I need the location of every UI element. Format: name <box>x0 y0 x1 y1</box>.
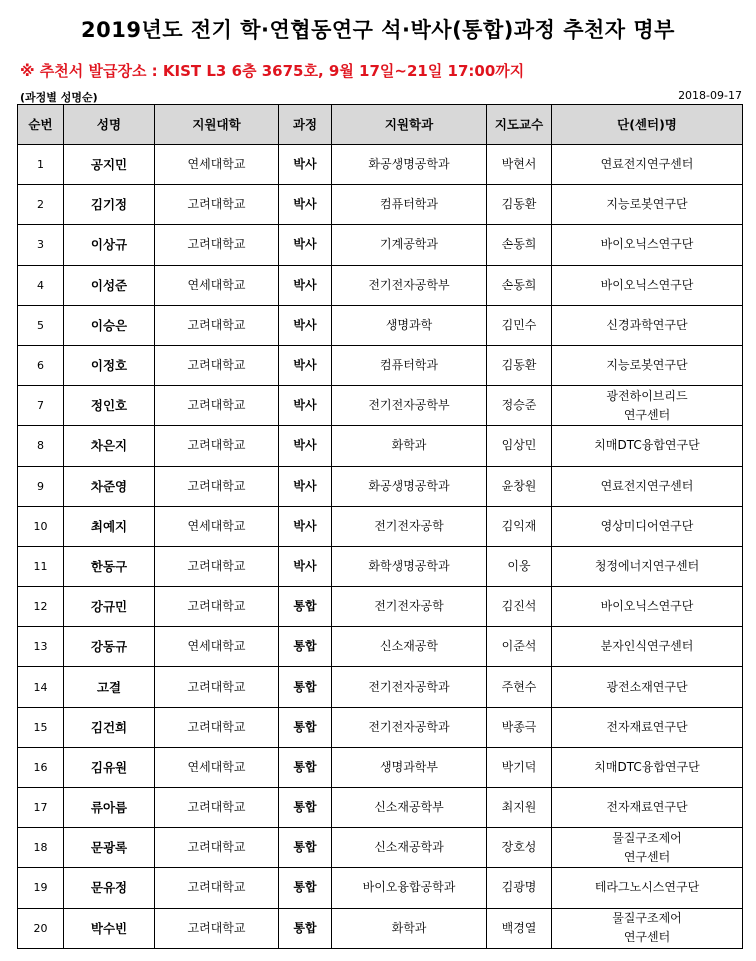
cell-name: 공지민 <box>64 145 155 185</box>
cell-center: 지능로봇연구단 <box>552 345 743 385</box>
cell-no: 4 <box>18 265 64 305</box>
table-row <box>18 667 743 707</box>
cell-course: 박사 <box>279 185 332 225</box>
cell-name: 강규민 <box>64 587 155 627</box>
cell-university: 고려대학교 <box>155 587 279 627</box>
cell-advisor: 백경열 <box>487 908 552 948</box>
table-row <box>18 546 743 586</box>
cell-no: 12 <box>18 587 64 627</box>
cell-center: 지능로봇연구단 <box>552 185 743 225</box>
subheader <box>20 89 742 105</box>
sort-note: (과정별 성명순) <box>20 91 98 104</box>
cell-no: 7 <box>18 386 64 426</box>
cell-university: 고려대학교 <box>155 225 279 265</box>
cell-name: 문광록 <box>64 828 155 868</box>
cell-no: 18 <box>18 828 64 868</box>
column-header-course: 과정 <box>279 105 332 145</box>
cell-name: 한동구 <box>64 546 155 586</box>
cell-center: 분자인식연구센터 <box>552 627 743 667</box>
cell-course: 통합 <box>279 868 332 908</box>
cell-no: 15 <box>18 707 64 747</box>
cell-no: 13 <box>18 627 64 667</box>
issuance-notice: ※ 추천서 발급장소 : KIST L3 6층 3675호, 9월 17일~21일 17:00까지 <box>20 62 525 80</box>
cell-course: 박사 <box>279 225 332 265</box>
cell-course: 통합 <box>279 667 332 707</box>
cell-advisor: 김진석 <box>487 587 552 627</box>
cell-advisor: 김민수 <box>487 305 552 345</box>
table-row <box>18 185 743 225</box>
cell-university: 고려대학교 <box>155 426 279 466</box>
cell-no: 5 <box>18 305 64 345</box>
cell-course: 통합 <box>279 627 332 667</box>
cell-center: 전자재료연구단 <box>552 707 743 747</box>
table-row <box>18 466 743 506</box>
cell-center: 치매DTC융합연구단 <box>552 747 743 787</box>
cell-center: 신경과학연구단 <box>552 305 743 345</box>
cell-name: 고결 <box>64 667 155 707</box>
cell-course: 박사 <box>279 265 332 305</box>
cell-department: 컴퓨터학과 <box>332 345 487 385</box>
cell-university: 연세대학교 <box>155 506 279 546</box>
table-row <box>18 386 743 426</box>
cell-university: 고려대학교 <box>155 386 279 426</box>
cell-no: 8 <box>18 426 64 466</box>
column-header-advisor: 지도교수 <box>487 105 552 145</box>
document-date: 2018-09-17 <box>678 89 742 102</box>
cell-name: 차은지 <box>64 426 155 466</box>
cell-course: 박사 <box>279 305 332 345</box>
cell-no: 6 <box>18 345 64 385</box>
cell-center: 물질구조제어 연구센터 <box>552 828 743 868</box>
cell-advisor: 윤창원 <box>487 466 552 506</box>
cell-name: 이상규 <box>64 225 155 265</box>
cell-advisor: 이웅 <box>487 546 552 586</box>
table-row <box>18 747 743 787</box>
cell-department: 화학과 <box>332 426 487 466</box>
cell-department: 바이오융합공학과 <box>332 868 487 908</box>
cell-university: 고려대학교 <box>155 345 279 385</box>
cell-center: 광전하이브리드 연구센터 <box>552 386 743 426</box>
page-title: 2019년도 전기 학·연협동연구 석·박사(통합)과정 추천자 명부 <box>81 18 675 42</box>
cell-no: 16 <box>18 747 64 787</box>
table-row <box>18 345 743 385</box>
cell-no: 9 <box>18 466 64 506</box>
cell-course: 박사 <box>279 426 332 466</box>
cell-department: 생명과학 <box>332 305 487 345</box>
cell-course: 통합 <box>279 788 332 828</box>
column-header-name: 성명 <box>64 105 155 145</box>
cell-course: 박사 <box>279 466 332 506</box>
cell-no: 10 <box>18 506 64 546</box>
cell-center: 바이오닉스연구단 <box>552 225 743 265</box>
cell-university: 연세대학교 <box>155 747 279 787</box>
cell-course: 박사 <box>279 386 332 426</box>
cell-center: 바이오닉스연구단 <box>552 265 743 305</box>
cell-advisor: 최지원 <box>487 788 552 828</box>
cell-center: 광전소재연구단 <box>552 667 743 707</box>
cell-course: 통합 <box>279 707 332 747</box>
cell-advisor: 박기덕 <box>487 747 552 787</box>
table-row <box>18 506 743 546</box>
cell-department: 신소재공학부 <box>332 788 487 828</box>
cell-course: 박사 <box>279 145 332 185</box>
cell-name: 김유원 <box>64 747 155 787</box>
cell-advisor: 김광명 <box>487 868 552 908</box>
cell-course: 통합 <box>279 908 332 948</box>
cell-name: 박수빈 <box>64 908 155 948</box>
table-row <box>18 828 743 868</box>
cell-course: 박사 <box>279 345 332 385</box>
column-header-center: 단(센터)명 <box>552 105 743 145</box>
table-header-row <box>18 105 743 145</box>
cell-department: 전기전자공학부 <box>332 265 487 305</box>
cell-course: 통합 <box>279 828 332 868</box>
table-row <box>18 145 743 185</box>
cell-advisor: 임상민 <box>487 426 552 466</box>
cell-center: 물질구조제어 연구센터 <box>552 908 743 948</box>
cell-department: 전기전자공학부 <box>332 386 487 426</box>
cell-no: 2 <box>18 185 64 225</box>
cell-name: 류아름 <box>64 788 155 828</box>
cell-advisor: 박종극 <box>487 707 552 747</box>
cell-center: 영상미디어연구단 <box>552 506 743 546</box>
cell-no: 1 <box>18 145 64 185</box>
column-header-university: 지원대학 <box>155 105 279 145</box>
table-row <box>18 305 743 345</box>
table-row <box>18 868 743 908</box>
cell-department: 화학생명공학과 <box>332 546 487 586</box>
cell-name: 김건희 <box>64 707 155 747</box>
cell-center: 청정에너지연구센터 <box>552 546 743 586</box>
table-row <box>18 426 743 466</box>
cell-name: 이정호 <box>64 345 155 385</box>
cell-name: 김기정 <box>64 185 155 225</box>
cell-center: 전자재료연구단 <box>552 788 743 828</box>
column-header-department: 지원학과 <box>332 105 487 145</box>
cell-course: 박사 <box>279 506 332 546</box>
cell-no: 14 <box>18 667 64 707</box>
cell-name: 이승은 <box>64 305 155 345</box>
cell-department: 전기전자공학 <box>332 587 487 627</box>
cell-university: 고려대학교 <box>155 466 279 506</box>
cell-department: 기계공학과 <box>332 225 487 265</box>
cell-center: 연료전지연구센터 <box>552 466 743 506</box>
cell-advisor: 김익재 <box>487 506 552 546</box>
cell-university: 연세대학교 <box>155 265 279 305</box>
cell-no: 19 <box>18 868 64 908</box>
cell-university: 연세대학교 <box>155 145 279 185</box>
cell-name: 정인호 <box>64 386 155 426</box>
cell-department: 생명과학부 <box>332 747 487 787</box>
cell-university: 고려대학교 <box>155 908 279 948</box>
cell-advisor: 이준석 <box>487 627 552 667</box>
cell-university: 고려대학교 <box>155 828 279 868</box>
cell-university: 연세대학교 <box>155 627 279 667</box>
cell-center: 테라그노시스연구단 <box>552 868 743 908</box>
table-row <box>18 627 743 667</box>
cell-department: 전기전자공학과 <box>332 707 487 747</box>
cell-no: 3 <box>18 225 64 265</box>
cell-center: 바이오닉스연구단 <box>552 587 743 627</box>
cell-department: 화공생명공학과 <box>332 145 487 185</box>
cell-university: 고려대학교 <box>155 305 279 345</box>
cell-course: 통합 <box>279 747 332 787</box>
cell-university: 고려대학교 <box>155 788 279 828</box>
cell-department: 신소재공학과 <box>332 828 487 868</box>
cell-university: 고려대학교 <box>155 185 279 225</box>
cell-university: 고려대학교 <box>155 667 279 707</box>
table-row <box>18 788 743 828</box>
column-header-no: 순번 <box>18 105 64 145</box>
cell-university: 고려대학교 <box>155 868 279 908</box>
table-row <box>18 265 743 305</box>
cell-department: 전기전자공학 <box>332 506 487 546</box>
table-row <box>18 587 743 627</box>
cell-university: 고려대학교 <box>155 707 279 747</box>
cell-name: 강동규 <box>64 627 155 667</box>
cell-department: 화학과 <box>332 908 487 948</box>
recommendation-table <box>17 104 743 949</box>
cell-advisor: 손동희 <box>487 265 552 305</box>
cell-name: 이성준 <box>64 265 155 305</box>
table-row <box>18 908 743 948</box>
cell-university: 고려대학교 <box>155 546 279 586</box>
cell-course: 통합 <box>279 587 332 627</box>
table-row <box>18 225 743 265</box>
cell-advisor: 손동희 <box>487 225 552 265</box>
table-row <box>18 707 743 747</box>
cell-department: 신소재공학 <box>332 627 487 667</box>
cell-center: 연료전지연구센터 <box>552 145 743 185</box>
cell-advisor: 정승준 <box>487 386 552 426</box>
cell-advisor: 박현서 <box>487 145 552 185</box>
cell-advisor: 주현수 <box>487 667 552 707</box>
cell-name: 차준영 <box>64 466 155 506</box>
cell-no: 17 <box>18 788 64 828</box>
cell-department: 전기전자공학과 <box>332 667 487 707</box>
cell-course: 박사 <box>279 546 332 586</box>
cell-center: 치매DTC융합연구단 <box>552 426 743 466</box>
cell-no: 11 <box>18 546 64 586</box>
cell-advisor: 장호성 <box>487 828 552 868</box>
cell-name: 문유정 <box>64 868 155 908</box>
cell-advisor: 김동환 <box>487 185 552 225</box>
cell-advisor: 김동환 <box>487 345 552 385</box>
cell-no: 20 <box>18 908 64 948</box>
cell-name: 최예지 <box>64 506 155 546</box>
cell-department: 컴퓨터학과 <box>332 185 487 225</box>
cell-department: 화공생명공학과 <box>332 466 487 506</box>
